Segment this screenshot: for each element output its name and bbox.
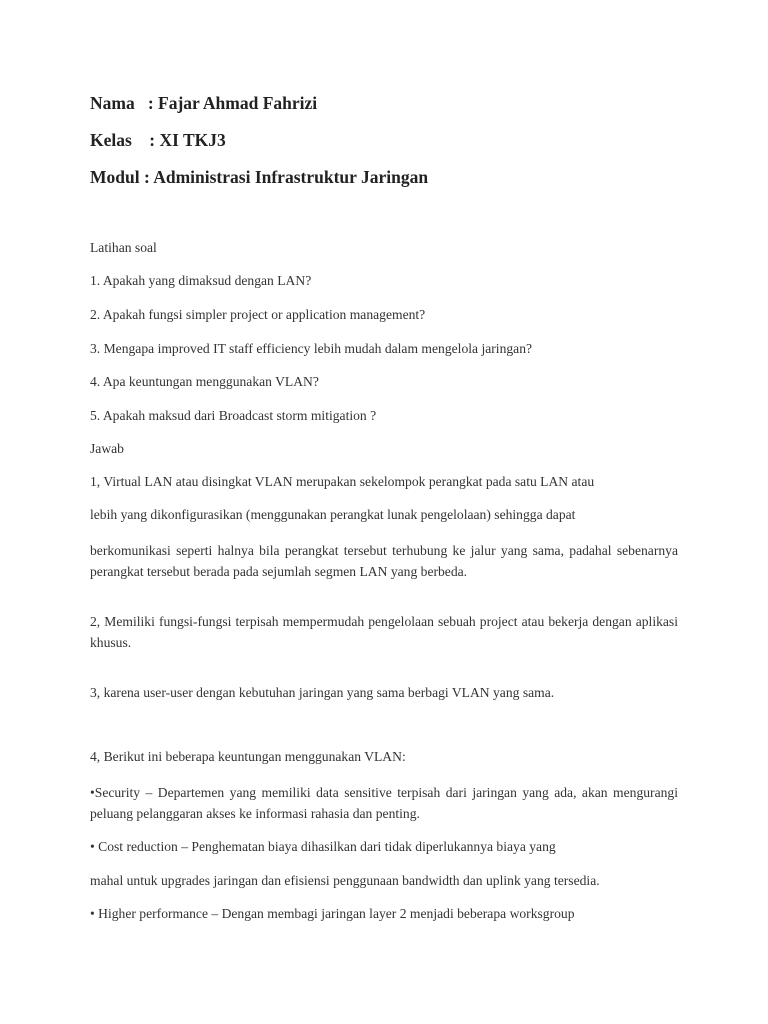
question-1: 1. Apakah yang dimaksud dengan LAN?: [90, 273, 312, 288]
answer-1-line-2: lebih yang dikonfigurasikan (menggunakan perangkat lunak pengelolaan) sehingga dapat: [90, 507, 576, 522]
answer-4-cost-line-2: mahal untuk upgrades jaringan dan efisiensi penggunaan bandwidth dan uplink yang tersedia.: [90, 873, 600, 888]
answer-1-paragraph: berkomunikasi seperti halnya bila perangkat tersebut terhubung ke jalur yang sama, padahal sebenarnya perangkat tersebut berada pada sejumlah segmen LAN yang berbeda.: [90, 543, 678, 579]
answer-3: 3, karena user-user dengan kebutuhan jaringan yang sama berbagi VLAN yang sama.: [90, 685, 555, 700]
answer-1-line-1: 1, Virtual LAN atau disingkat VLAN merupakan sekelompok perangkat pada satu LAN atau: [90, 474, 595, 489]
answer-4-performance: • Higher performance – Dengan membagi jaringan layer 2 menjadi beberapa worksgroup: [90, 906, 575, 921]
answer-4-intro: 4, Berikut ini beberapa keuntungan menggunakan VLAN:: [90, 749, 406, 764]
question-3: 3. Mengapa improved IT staff efficiency lebih mudah dalam mengelola jaringan?: [90, 341, 533, 356]
module-title: Modul : Administrasi Infrastruktur Jaringan: [90, 167, 429, 187]
question-2: 2. Apakah fungsi simpler project or application management?: [90, 307, 426, 322]
answer-4-cost-line-1: • Cost reduction – Penghematan biaya dihasilkan dari tidak diperlukannya biaya yang: [90, 839, 556, 854]
student-class: Kelas : XI TKJ3: [90, 130, 226, 150]
student-name: Nama : Fajar Ahmad Fahrizi: [90, 93, 318, 113]
answer-title: Jawab: [90, 441, 124, 456]
question-4: 4. Apa keuntungan menggunakan VLAN?: [90, 374, 319, 389]
question-5: 5. Apakah maksud dari Broadcast storm mitigation ?: [90, 408, 377, 423]
answer-4-security: •Security – Departemen yang memiliki data sensitive terpisah dari jaringan yang ada, akan mengurangi peluang pelanggaran akses ke informasi rahasia dan penting.: [90, 785, 678, 821]
exercise-title: Latihan soal: [90, 240, 157, 255]
answer-2-paragraph: 2, Memiliki fungsi-fungsi terpisah mempermudah pengelolaan sebuah project atau bekerja dengan aplikasi khusus.: [90, 614, 678, 650]
